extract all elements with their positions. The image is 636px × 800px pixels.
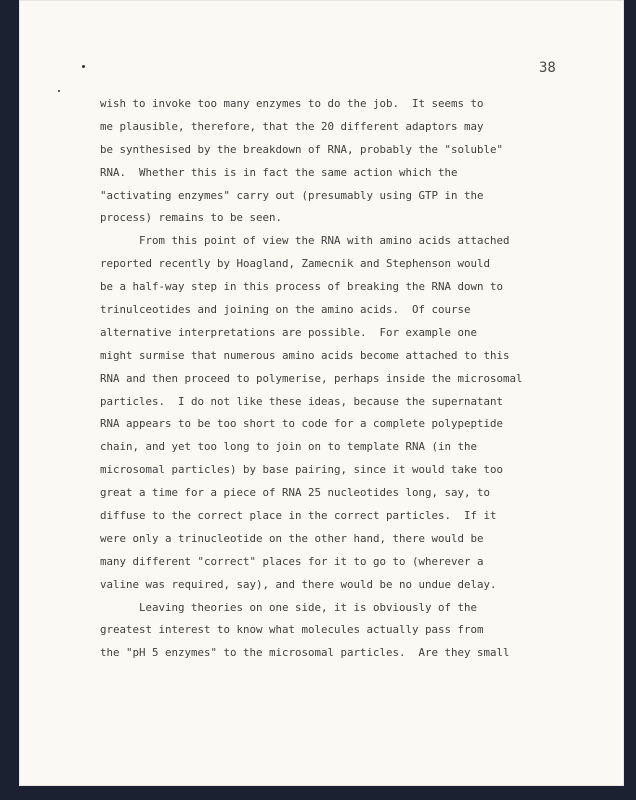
text-line: RNA and then proceed to polymerise, perhaps inside the microsomal bbox=[100, 371, 523, 385]
text-line: trinulceotides and joining on the amino acids. Of course bbox=[100, 303, 471, 317]
text-line: diffuse to the correct place in the correct particles. If it bbox=[100, 509, 497, 523]
text-line: be a half-way step in this process of breaking the RNA down to bbox=[100, 280, 504, 294]
text-line: greatest interest to know what molecules actually pass from bbox=[100, 623, 484, 637]
text-line: RNA. Whether this is in fact the same action which the bbox=[100, 165, 458, 179]
text-line: me plausible, therefore, that the 20 different adaptors may bbox=[100, 119, 484, 133]
ink-speck bbox=[82, 65, 85, 68]
text-line: might surmise that numerous amino acids become attached to this bbox=[100, 348, 510, 362]
text-line: RNA appears to be too short to code for a complete polypeptide bbox=[100, 417, 504, 431]
text-line: reported recently by Hoagland, Zamecnik and Stephenson would bbox=[100, 257, 491, 271]
text-line: Leaving theories on one side, it is obviously of the bbox=[100, 600, 478, 614]
text-line: great a time for a piece of RNA 25 nucleotides long, say, to bbox=[100, 486, 491, 500]
page-number: 38 bbox=[539, 60, 556, 76]
text-line: were only a trinucleotide on the other hand, there would be bbox=[100, 531, 484, 545]
text-line: valine was required, say), and there would be no undue delay. bbox=[100, 577, 497, 591]
text-line: wish to invoke too many enzymes to do the job. It seems to bbox=[100, 97, 484, 110]
text-line: be synthesised by the breakdown of RNA, probably the "soluble" bbox=[100, 142, 504, 156]
text-line: alternative interpretations are possible. For example one bbox=[100, 325, 478, 339]
ink-speck bbox=[58, 90, 60, 92]
text-line: From this point of view the RNA with amino acids attached bbox=[100, 234, 510, 248]
text-line: "activating enzymes" carry out (presumably using GTP in the bbox=[100, 188, 484, 202]
text-line: chain, and yet too long to join on to template RNA (in the bbox=[100, 440, 478, 454]
text-line: many different "correct" places for it to go to (wherever a bbox=[100, 554, 484, 568]
text-line: the "pH 5 enzymes" to the microsomal particles. Are they small bbox=[100, 646, 510, 660]
text-line: process) remains to be seen. bbox=[100, 211, 283, 225]
text-line: microsomal particles) by base pairing, since it would take too bbox=[100, 463, 504, 477]
typed-body-text bbox=[100, 93, 580, 665]
text-line: particles. I do not like these ideas, because the supernatant bbox=[100, 394, 504, 408]
